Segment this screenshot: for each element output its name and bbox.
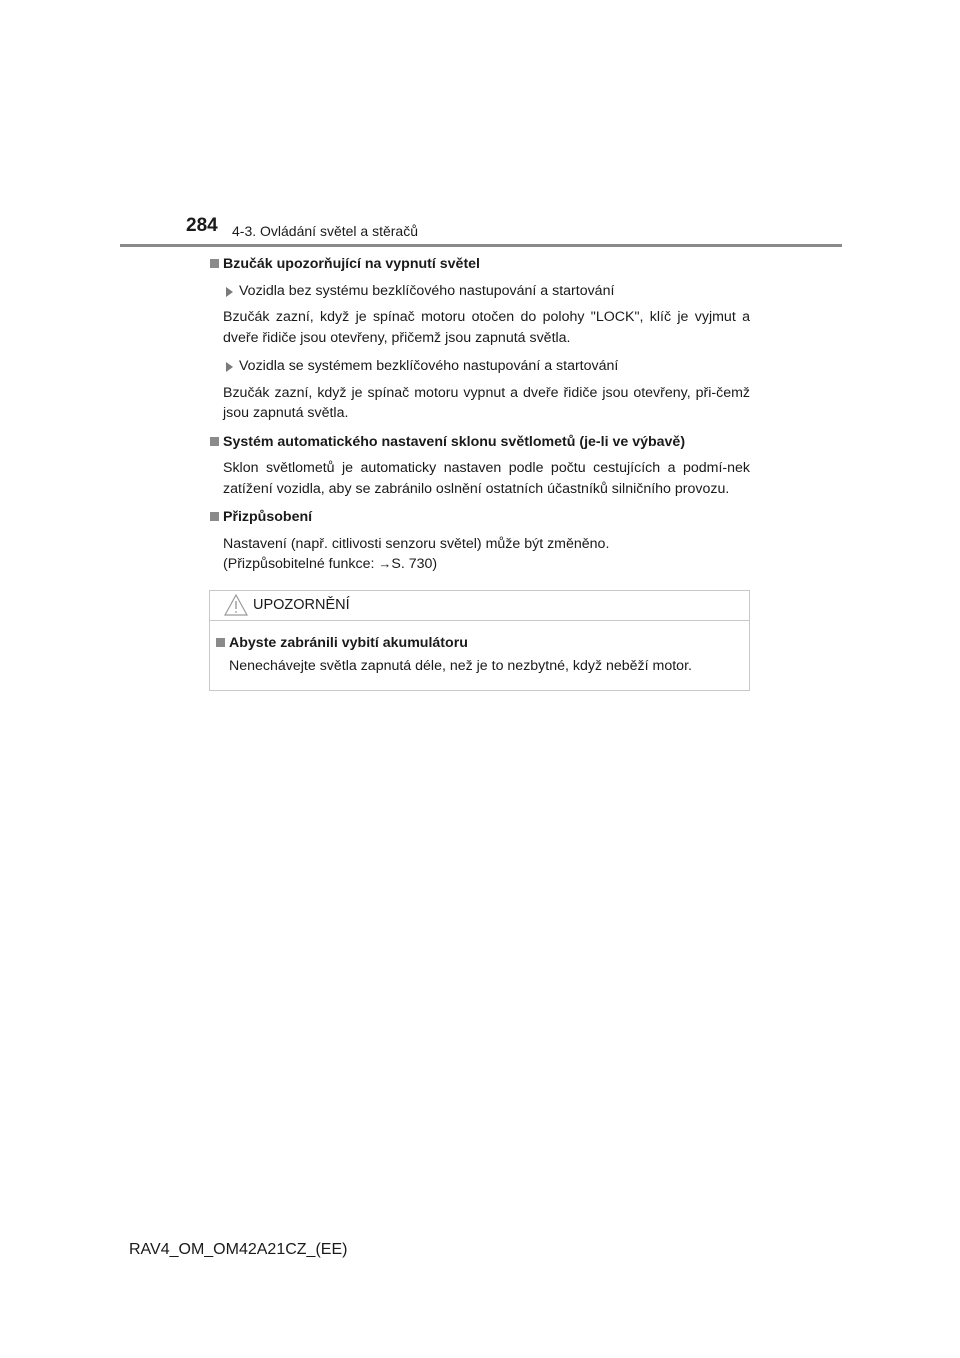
- heading-text: Systém automatického nastavení sklonu světlometů (je-li ve výbavě): [223, 433, 686, 450]
- paragraph: Bzučák zazní, když je spínač motoru vypnut a dveře řidiče jsou otevřeny, při-čemž jsou zapnutá světla.: [223, 384, 750, 421]
- caution-title: UPOZORNĚNÍ: [253, 597, 350, 613]
- square-bullet-icon: [210, 512, 219, 521]
- caution-header: [210, 591, 749, 621]
- header-divider: [120, 244, 842, 247]
- caution-heading: [216, 633, 739, 654]
- section-heading-customization: [210, 507, 750, 528]
- page-header: [0, 0, 960, 250]
- variant-text: Vozidla se systémem bezklíčového nastupování a startování: [239, 358, 619, 374]
- square-bullet-icon: [210, 259, 219, 268]
- caution-box: [209, 590, 750, 691]
- arrow-right-icon: →: [378, 556, 392, 571]
- page-reference-link[interactable]: S. 730): [391, 556, 438, 572]
- variant-label: [210, 356, 750, 377]
- section-heading-leveling: [210, 432, 750, 453]
- caution-text: Nenechávejte světla zapnutá déle, než je to nezbytné, když neběží motor.: [229, 658, 692, 674]
- heading-text: Přizpůsobení: [223, 509, 313, 525]
- square-bullet-icon: [216, 638, 225, 647]
- caution-body: [210, 621, 749, 677]
- variant-label: [210, 281, 750, 302]
- paragraph: Sklon světlometů je automaticky nastaven podle počtu cestujících a podmí-nek zatížení vozidla, aby se zabránilo oslnění ostatních účastníků silničního provozu.: [223, 460, 750, 497]
- square-bullet-icon: [210, 437, 219, 446]
- section-heading-buzzer: [210, 254, 750, 275]
- warning-triangle-icon: [224, 594, 248, 616]
- text-prefix: (Přizpůsobitelné funkce:: [223, 556, 379, 572]
- heading-text: Abyste zabránili vybití akumulátoru: [229, 635, 468, 651]
- paragraph: [210, 534, 750, 575]
- heading-text: Bzučák upozorňující na vypnutí světel: [223, 256, 481, 272]
- paragraph: Bzučák zazní, když je spínač motoru otočen do polohy "LOCK", klíč je vyjmut a dveře řidiče jsou otevřeny, přičemž jsou zapnutá světla.: [223, 309, 750, 346]
- triangle-bullet-icon: [226, 287, 233, 297]
- triangle-bullet-icon: [226, 362, 233, 372]
- paragraph-line: Nastavení (např. citlivosti senzoru světel) může být změněno.: [223, 535, 610, 552]
- variant-text: Vozidla bez systému bezklíčového nastupování a startování: [239, 282, 615, 299]
- document-code: RAV4_OM_OM42A21CZ_(EE): [129, 1241, 348, 1258]
- paragraph-line: [223, 554, 750, 575]
- page-number: 284: [186, 215, 218, 236]
- section-title: 4-3. Ovládání světel a stěračů: [232, 223, 418, 239]
- main-content: [210, 254, 750, 575]
